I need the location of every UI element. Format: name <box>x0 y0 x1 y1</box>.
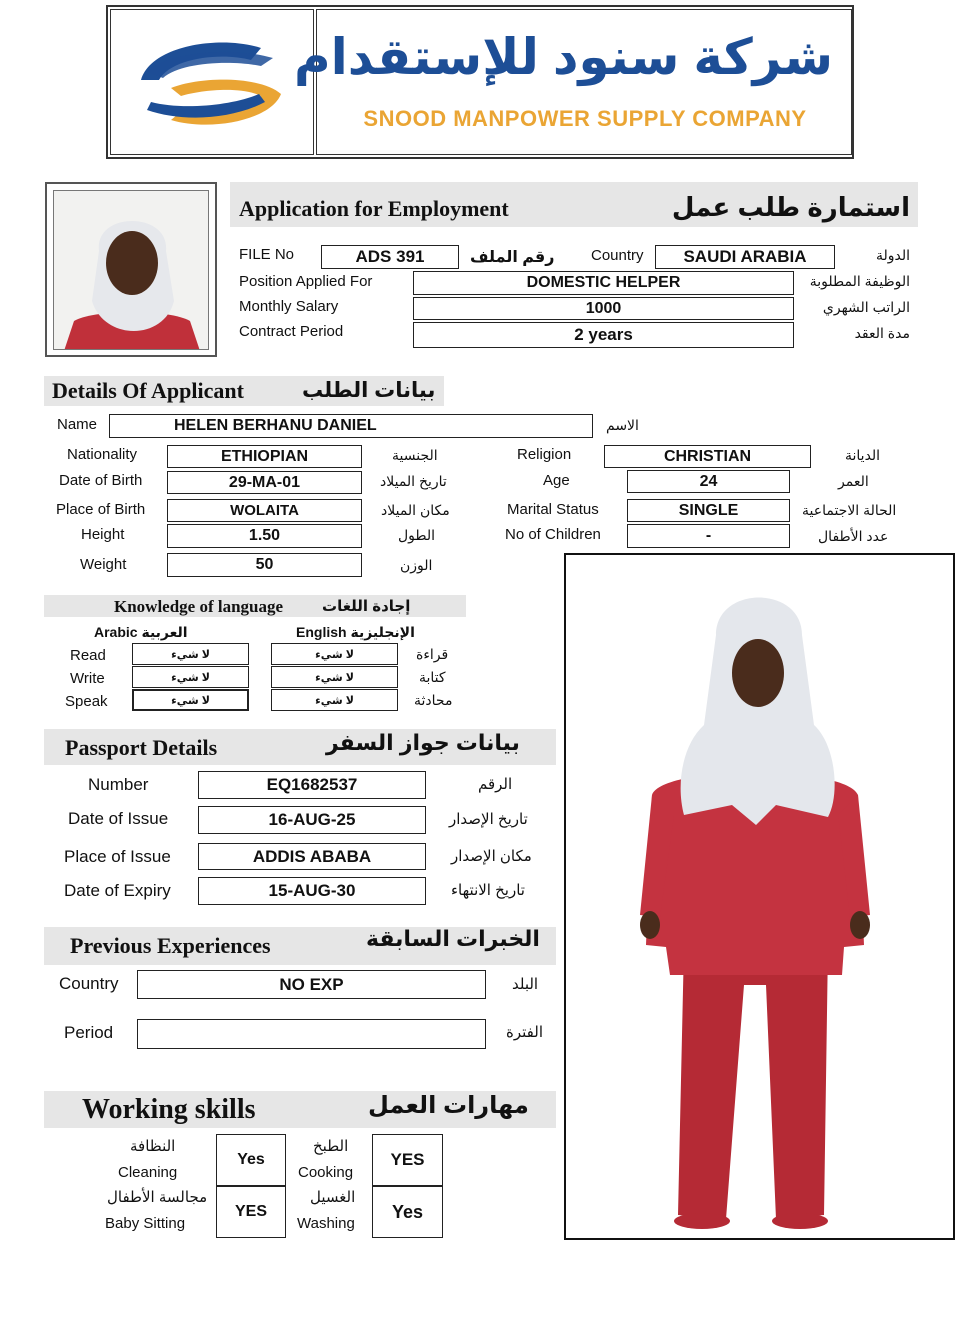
file-no-value: ADS 391 <box>321 245 459 269</box>
nationality-value: ETHIOPIAN <box>167 445 362 468</box>
height-label-ar: الطول <box>398 527 436 543</box>
file-no-label-ar: رقم الملف <box>470 249 555 266</box>
logo-frame <box>110 9 314 155</box>
experience-country-label-ar: البلد <box>512 976 539 993</box>
cooking-label-ar: الطبخ <box>313 1138 349 1155</box>
arabic-header-en: Arabic <box>94 624 138 640</box>
children-label-ar: عدد الأطفال <box>818 528 889 544</box>
letterhead <box>106 5 854 159</box>
company-name-frame <box>293 9 852 155</box>
contract-value: 2 years <box>413 322 794 348</box>
country-label: Country <box>591 247 644 264</box>
skills-title-ar: مهارات العمل <box>368 1092 529 1119</box>
country-label-ar: الدولة <box>875 247 910 263</box>
english-header <box>296 624 415 641</box>
washing-value: Yes <box>372 1186 443 1238</box>
language-title-en: Knowledge of language <box>114 597 284 616</box>
experience-country-value: NO EXP <box>137 970 486 999</box>
passport-place-value: ADDIS ABABA <box>198 843 426 870</box>
arabic-header-ar: العربية <box>141 624 188 640</box>
write-english-value: لا شيء <box>271 666 398 688</box>
position-label-ar: الوظيفة المطلوبة <box>809 273 910 289</box>
cooking-label: Cooking <box>298 1164 354 1181</box>
passport-place-label: Place of Issue <box>64 847 171 866</box>
applicant-photo-small <box>45 182 217 357</box>
salary-label: Monthly Salary <box>239 298 339 315</box>
cleaning-value: Yes <box>216 1134 286 1186</box>
children-value: - <box>627 524 790 548</box>
pob-label: Place of Birth <box>56 501 146 518</box>
passport-number-label: Number <box>88 775 149 794</box>
passport-issue-label: Date of Issue <box>68 809 169 828</box>
passport-issue-value: 16-AUG-25 <box>198 806 426 834</box>
passport-expiry-label-ar: تاريخ الانتهاء <box>451 882 525 899</box>
write-label: Write <box>70 670 105 687</box>
details-title-ar: بيانات الطلب <box>302 379 436 402</box>
weight-value: 50 <box>167 553 362 577</box>
position-label: Position Applied For <box>239 273 373 290</box>
weight-label: Weight <box>80 556 127 573</box>
washing-label: Washing <box>297 1215 355 1232</box>
pob-value: WOLAITA <box>167 499 362 522</box>
experience-country-label: Country <box>59 974 119 993</box>
salary-label-ar: الراتب الشهري <box>822 299 910 315</box>
read-label: Read <box>70 647 106 664</box>
speak-english-value: لا شيء <box>271 689 398 711</box>
salary-value: 1000 <box>413 297 794 320</box>
experience-period-label-ar: الفترة <box>506 1024 543 1041</box>
read-label-ar: قراءة <box>416 646 449 662</box>
read-english-value: لا شيء <box>271 643 398 665</box>
passport-expiry-label: Date of Expiry <box>64 881 171 900</box>
experience-period-value <box>137 1019 486 1049</box>
marital-value: SINGLE <box>627 499 790 522</box>
arabic-header <box>94 624 188 641</box>
cleaning-label: Cleaning <box>118 1164 178 1181</box>
babysitting-label-ar: مجالسة الأطفال <box>107 1189 208 1206</box>
religion-label-ar: الديانة <box>845 447 881 463</box>
name-label: Name <box>57 416 98 433</box>
marital-label-ar: الحالة الاجتماعية <box>802 502 897 518</box>
nationality-label: Nationality <box>67 446 138 463</box>
read-arabic-value: لا شيء <box>132 643 249 665</box>
passport-number-label-ar: الرقم <box>478 776 513 793</box>
position-value: DOMESTIC HELPER <box>413 271 794 295</box>
babysitting-label: Baby Sitting <box>105 1215 186 1232</box>
applicant-photo-full <box>564 553 955 1240</box>
age-label: Age <box>543 472 570 489</box>
experience-period-label: Period <box>64 1023 114 1042</box>
age-label-ar: العمر <box>838 473 869 489</box>
children-label: No of Children <box>505 526 601 543</box>
contract-label-ar: مدة العقد <box>854 325 910 341</box>
religion-value: CHRISTIAN <box>604 445 811 468</box>
full-body-portrait-icon <box>566 555 953 1238</box>
write-label-ar: كتابة <box>419 669 446 685</box>
passport-number-value: EQ1682537 <box>198 771 426 799</box>
english-header-en: English <box>296 624 347 640</box>
portrait-icon <box>54 191 209 350</box>
babysitting-value: YES <box>216 1186 286 1238</box>
country-value: SAUDI ARABIA <box>655 245 835 269</box>
height-label: Height <box>81 526 125 543</box>
contract-label: Contract Period <box>239 323 344 340</box>
write-arabic-value: لا شيء <box>132 666 249 688</box>
cleaning-label-ar: النظافة <box>130 1138 176 1155</box>
company-name-english: SNOOD MANPOWER SUPPLY COMPANY <box>363 106 807 131</box>
passport-issue-label-ar: تاريخ الإصدار <box>449 811 528 828</box>
dob-value: 29-MA-01 <box>167 471 362 494</box>
file-no-label: FILE No <box>239 246 295 263</box>
experience-title-en: Previous Experiences <box>70 933 271 958</box>
dob-label-ar: تاريخ الميلاد <box>380 473 447 489</box>
speak-arabic-value: لا شيء <box>132 689 249 711</box>
cooking-value: YES <box>372 1134 443 1186</box>
height-value: 1.50 <box>167 524 362 548</box>
passport-expiry-value: 15-AUG-30 <box>198 877 426 905</box>
application-title-en: Application for Employment <box>239 196 509 221</box>
company-logo-icon <box>111 10 315 156</box>
speak-label: Speak <box>65 693 108 710</box>
marital-label: Marital Status <box>507 501 599 518</box>
english-header-ar: الإنجليزية <box>350 624 415 640</box>
skills-title-en: Working skills <box>82 1094 256 1125</box>
washing-label-ar: الغسيل <box>310 1189 356 1206</box>
experience-title-ar: الخبرات السابقة <box>366 926 540 951</box>
application-title-ar: استمارة طلب عمل <box>671 192 910 222</box>
weight-label-ar: الوزن <box>400 557 433 573</box>
age-value: 24 <box>627 470 790 493</box>
passport-title-en: Passport Details <box>65 735 218 760</box>
nationality-label-ar: الجنسية <box>392 447 438 463</box>
company-name-arabic: شركة سنود للإستقدام <box>293 29 833 85</box>
pob-label-ar: مكان الميلاد <box>381 502 450 518</box>
dob-label: Date of Birth <box>59 472 143 489</box>
details-title-en: Details Of Applicant <box>52 378 244 403</box>
passport-title-ar: بيانات جواز السفر <box>326 730 520 755</box>
language-title-ar: إجادة اللغات <box>322 598 411 615</box>
passport-place-label-ar: مكان الإصدار <box>451 848 532 865</box>
speak-label-ar: محادثة <box>414 692 453 708</box>
name-value: HELEN BERHANU DANIEL <box>109 414 593 438</box>
religion-label: Religion <box>517 446 572 463</box>
name-label-ar: الاسم <box>606 417 639 433</box>
